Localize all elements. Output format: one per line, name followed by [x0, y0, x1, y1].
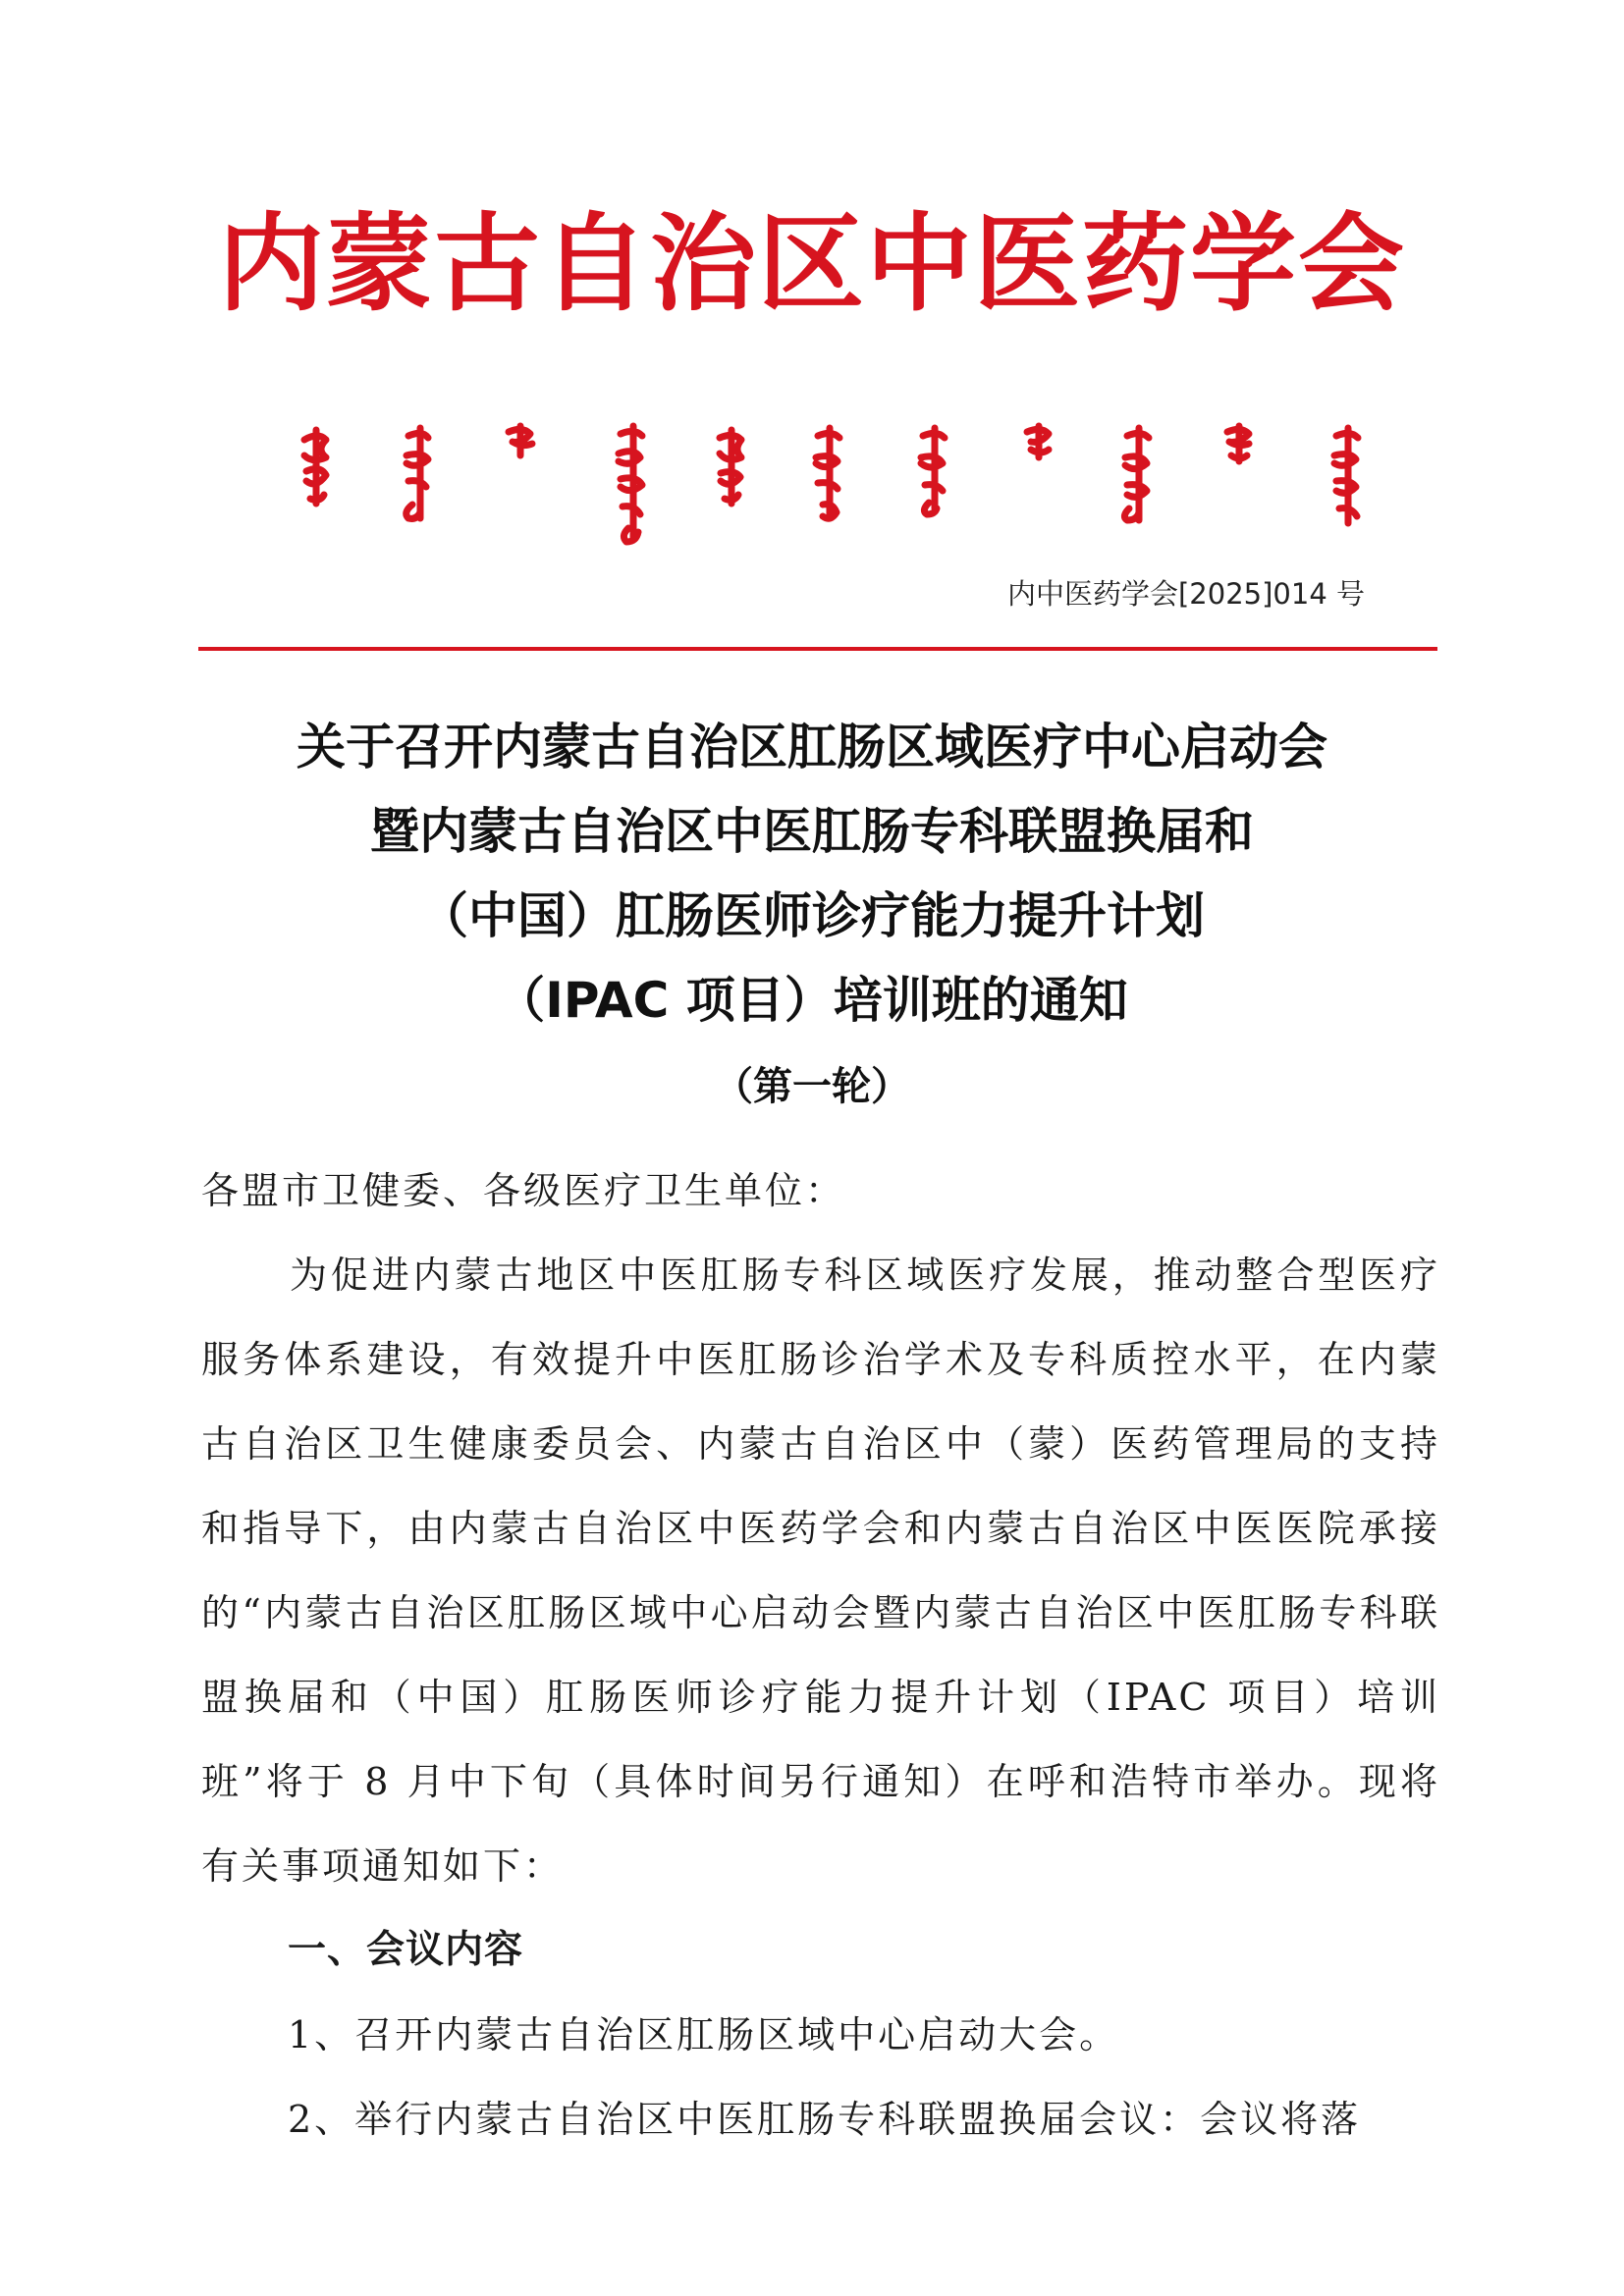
document-number: 内中医药学会[2025]014 号 [1006, 577, 1365, 611]
intro-paragraph: 为促进内蒙古地区中医肛肠专科区域医疗发展，推动整合型医疗服务体系建设，有效提升中医肛肠诊治学术及专科质控水平，在内蒙古自治区卫生健康委员会、内蒙古自治区中（蒙）医药管理局的支持和指导下，由内蒙古自治区中医药学会和内蒙古自治区中医医院承接的“内蒙古自治区肛肠区域中心启动会暨内蒙古自治区中医肛肠专科联盟换届和（中国）肛肠医师诊疗能力提升计划（IPAC 项目）培训班”将于 8 月中下旬（具体时间另行通知）在呼和浩特市举办。现将有关事项通知如下： [201, 1254, 1440, 1888]
addressee: 各盟市卫健委、各级医疗卫生单位： [201, 1169, 846, 1212]
notice-title [0, 705, 1624, 1042]
notice-body [201, 1148, 1440, 2162]
list-item: 2、举行内蒙古自治区中医肛肠专科联盟换届会议：会议将落 [288, 2098, 1362, 2141]
red-divider-line [198, 647, 1437, 651]
notice-title-line-4: （IPAC 项目）培训班的通知 [496, 972, 1128, 1029]
section-heading-meeting-content: 一、会议内容 [288, 1928, 524, 1972]
list-item: 1、召开内蒙古自治区肛肠区域中心启动大会。 [288, 2013, 1120, 2056]
notice-title-line-3: （中国）肛肠医师诊疗能力提升计划 [419, 887, 1205, 944]
organization-title: 内蒙古自治区中医药学会 [217, 203, 1406, 326]
mongolian-script-graphic [0, 410, 1624, 558]
notice-round: （第一轮） [714, 1064, 910, 1109]
notice-title-line-1: 关于召开内蒙古自治区肛肠区域医疗中心启动会 [297, 719, 1327, 775]
notice-title-line-2: 暨内蒙古自治区中医肛肠专科联盟换届和 [370, 803, 1254, 860]
mongolian-script-name [0, 410, 1624, 558]
